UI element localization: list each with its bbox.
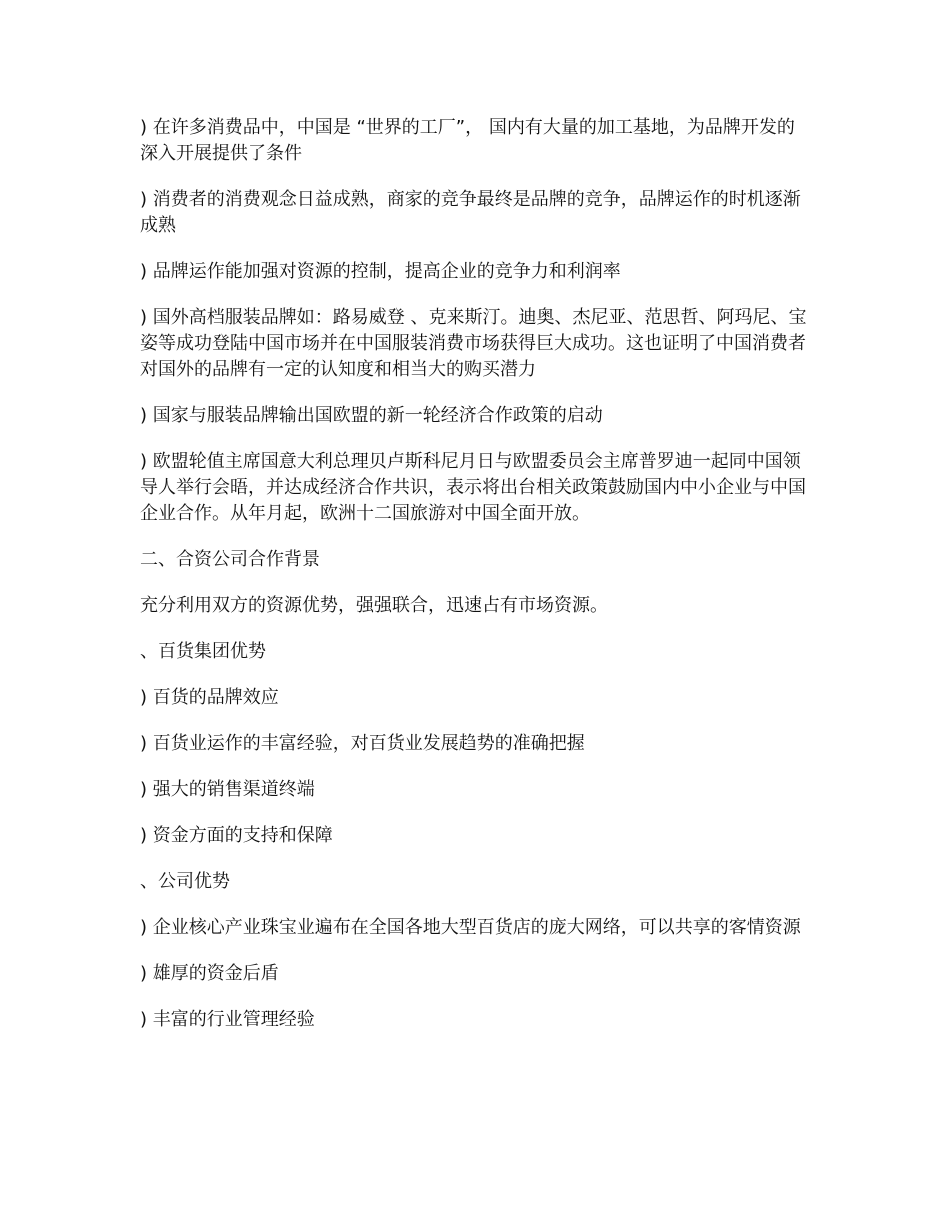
paragraph-eu-cooperation-policy: ) 国家与服装品牌输出国欧盟的新一轮经济合作政策的启动 <box>140 405 603 426</box>
subheading-department-store-advantages: 、百货集团优势 <box>140 641 266 662</box>
list-item-brand-effect: ) 百货的品牌效应 <box>140 687 279 708</box>
paragraph-consumer-maturity: ) 消费者的消费观念日益成熟，商家的竞争最终是品牌的竞争，品牌运作的时机逐渐成熟 <box>140 189 801 236</box>
list-item-capital-backing: ) 雄厚的资金后盾 <box>140 963 279 984</box>
paragraph-brand-operation-control: ) 品牌运作能加强对资源的控制，提高企业的竞争力和利润率 <box>140 261 621 282</box>
list-item-sales-channels: ) 强大的销售渠道终端 <box>140 779 315 800</box>
paragraph-eu-presidency-meeting: ) 欧盟轮值主席国意大利总理贝卢斯科尼月日与欧盟委员会主席普罗迪一起同中国领导人举行会晤，并达成经济合作共识，表示将出台相关政策鼓励国内中小企业与中国企业合作。从年月起，欧洲十二国旅游对中国全面开放。 <box>140 451 806 524</box>
section-heading-joint-venture-background: 二、合资公司合作背景 <box>140 549 320 570</box>
document-body <box>140 115 812 1053</box>
list-item-funding-support: ) 资金方面的支持和保障 <box>140 825 333 846</box>
paragraph-foreign-luxury-brands: ) 国外高档服装品牌如：路易威登 、克来斯汀。迪奥、杰尼亚、范思哲、阿玛尼、宝姿等成功登陆中国市场并在中国服装消费市场获得巨大成功。这也证明了中国消费者对国外的品牌有一定的认知度和相当大的购买潜力 <box>140 307 807 380</box>
list-item-jewelry-network: ) 企业核心产业珠宝业遍布在全国各地大型百货店的庞大网络，可以共享的客情资源 <box>140 917 801 938</box>
subheading-company-advantages: 、公司优势 <box>140 871 230 892</box>
paragraph-resource-advantages: 充分利用双方的资源优势，强强联合，迅速占有市场资源。 <box>140 595 608 616</box>
paragraph-consumer-goods-factory: ) 在许多消费品中，中国是 “世界的工厂”， 国内有大量的加工基地，为品牌开发的深入开展提供了条件 <box>140 117 795 164</box>
list-item-management-experience: ) 丰富的行业管理经验 <box>140 1009 315 1030</box>
list-item-retail-experience: ) 百货业运作的丰富经验，对百货业发展趋势的准确把握 <box>140 733 585 754</box>
